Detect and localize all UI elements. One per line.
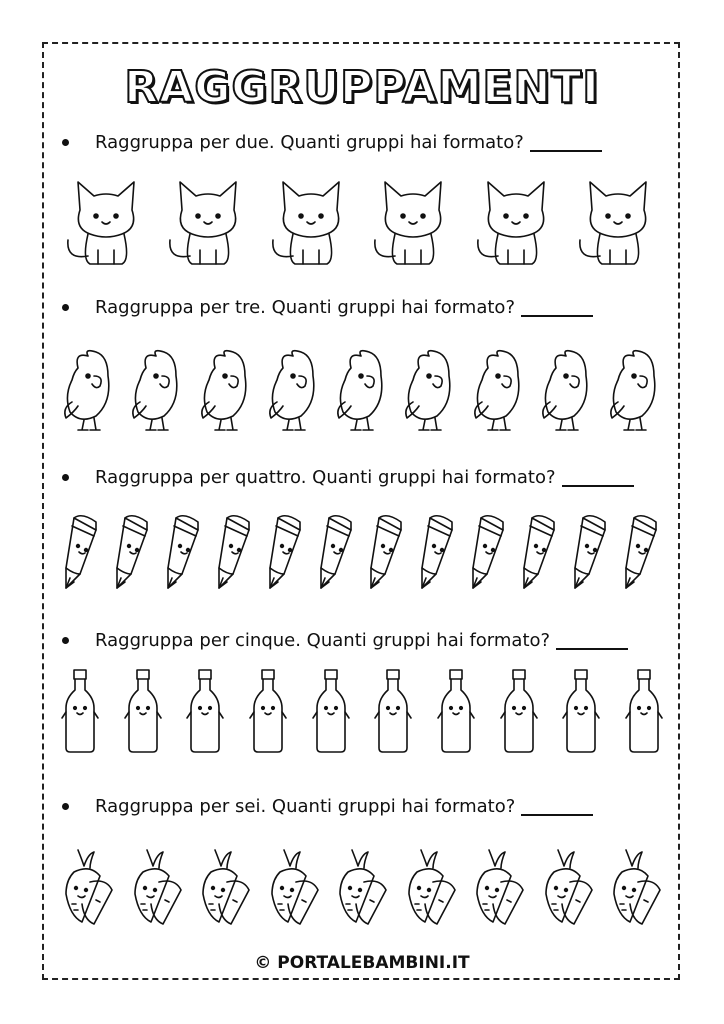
question-4: [62, 626, 628, 654]
cat-icon: [470, 170, 562, 268]
question-text: Raggruppa per due. Quanti gruppi hai formato?: [95, 131, 524, 153]
bottle-icon: [248, 668, 288, 754]
bullet: [62, 637, 69, 644]
bottle-icon: [311, 668, 351, 754]
answer-blank[interactable]: [530, 132, 602, 152]
pencil-icon: [416, 512, 460, 592]
bird-icon: [265, 346, 323, 438]
carrot-icon: [266, 846, 322, 926]
bird-icon: [606, 346, 664, 438]
bottle-icon: [436, 668, 476, 754]
carrot-icon: [403, 846, 459, 926]
bird-icon: [197, 346, 255, 438]
cats-row: [60, 168, 664, 268]
question-1: [62, 128, 602, 156]
answer-blank[interactable]: [562, 467, 634, 487]
bottle-icon: [373, 668, 413, 754]
bird-icon: [538, 346, 596, 438]
bottle-icon: [185, 668, 225, 754]
pencil-icon: [315, 512, 359, 592]
bullet: [62, 139, 69, 146]
bottle-icon: [60, 668, 100, 754]
birds-row: [60, 338, 664, 438]
answer-blank[interactable]: [521, 796, 593, 816]
cat-icon: [367, 170, 459, 268]
pencil-icon: [467, 512, 511, 592]
carrot-icon: [471, 846, 527, 926]
pencil-icon: [111, 512, 155, 592]
bird-icon: [470, 346, 528, 438]
carrot-icon: [197, 846, 253, 926]
question-5: [62, 792, 593, 820]
bottle-icon: [499, 668, 539, 754]
pencil-icon: [620, 512, 664, 592]
pencils-row: [60, 512, 664, 592]
pencil-icon: [60, 512, 104, 592]
bottle-icon: [123, 668, 163, 754]
cat-icon: [265, 170, 357, 268]
answer-blank[interactable]: [521, 297, 593, 317]
cat-icon: [572, 170, 664, 268]
bottle-icon: [561, 668, 601, 754]
bird-icon: [60, 346, 118, 438]
question-2: [62, 293, 593, 321]
question-3: [62, 463, 634, 491]
bottles-row: [60, 668, 664, 754]
carrot-icon: [608, 846, 664, 926]
pencil-icon: [162, 512, 206, 592]
bird-icon: [333, 346, 391, 438]
pencil-icon: [518, 512, 562, 592]
cat-icon: [60, 170, 152, 268]
carrot-icon: [334, 846, 390, 926]
bird-icon: [401, 346, 459, 438]
carrot-icon: [129, 846, 185, 926]
answer-blank[interactable]: [556, 630, 628, 650]
pencil-icon: [213, 512, 257, 592]
pencil-icon: [569, 512, 613, 592]
bullet: [62, 304, 69, 311]
question-text: Raggruppa per cinque. Quanti gruppi hai formato?: [95, 629, 551, 651]
bullet: [62, 803, 69, 810]
bottle-icon: [624, 668, 664, 754]
pencil-icon: [264, 512, 308, 592]
worksheet-title: RAGGRUPPAMENTI: [124, 62, 600, 113]
footer-credit: © PORTALEBAMBINI.IT: [254, 953, 470, 973]
carrot-icon: [60, 846, 116, 926]
carrot-icon: [540, 846, 596, 926]
bullet: [62, 474, 69, 481]
cat-icon: [162, 170, 254, 268]
pencil-icon: [365, 512, 409, 592]
bird-icon: [128, 346, 186, 438]
question-text: Raggruppa per tre. Quanti gruppi hai formato?: [95, 296, 515, 318]
question-text: Raggruppa per quattro. Quanti gruppi hai formato?: [95, 466, 556, 488]
question-text: Raggruppa per sei. Quanti gruppi hai formato?: [95, 795, 516, 817]
carrots-row: [60, 844, 664, 926]
